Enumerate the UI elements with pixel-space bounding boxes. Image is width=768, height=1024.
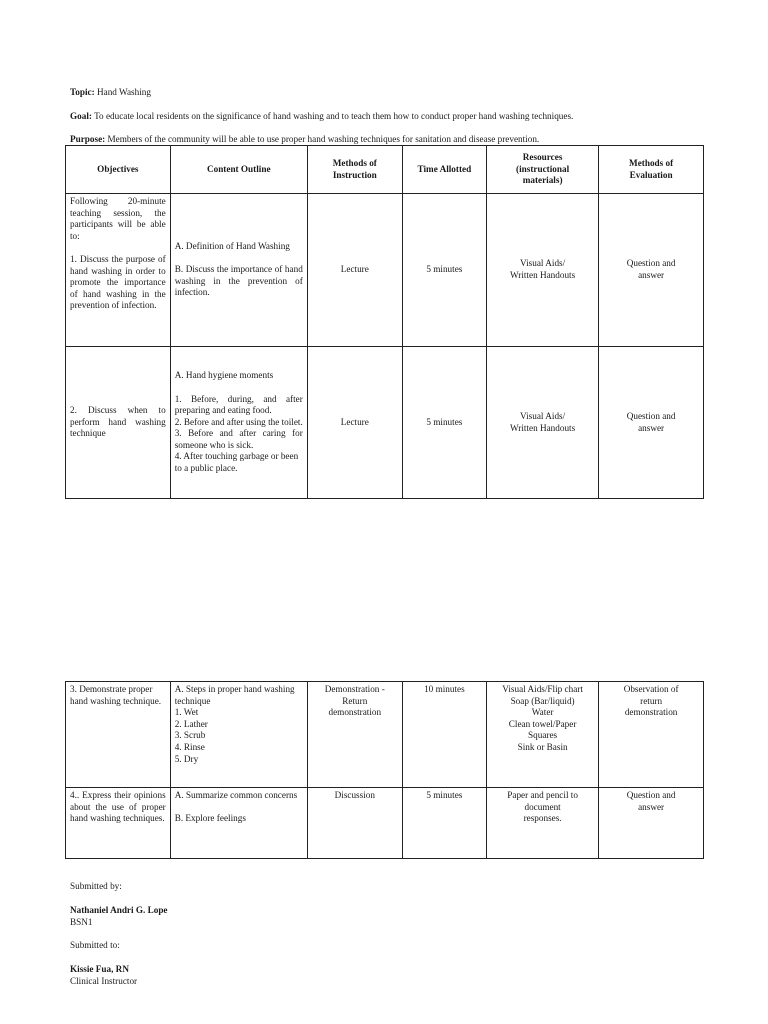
objective-cell: 4.. Express their opinions about the use of proper hand washing techniques. [66, 788, 171, 859]
table-row [66, 682, 704, 788]
method-cell: Lecture [307, 347, 402, 499]
method-cell: Demonstration - Return demonstration [307, 682, 402, 788]
column-header-resources: Resources (instructional materials) [486, 146, 598, 194]
time-cell: 5 minutes [402, 788, 486, 859]
resources-cell: Paper and pencil to document responses. [486, 788, 598, 859]
recipient-name: Kissie Fua, RN [70, 964, 129, 974]
evaluation-cell: Question and answer [599, 194, 704, 347]
table-row [66, 788, 704, 859]
topic-label: Topic: [70, 87, 95, 97]
table-row [66, 347, 704, 499]
topic-line [70, 87, 710, 99]
table-row [66, 194, 704, 347]
objective-cell: 2. Discuss when to perform hand washing technique [66, 347, 171, 499]
column-header-methods-of-instruction: Methods of Instruction [307, 146, 402, 194]
submitter-role: BSN1 [70, 917, 93, 927]
column-header-content-outline: Content Outline [170, 146, 307, 194]
column-header-objectives: Objectives [66, 146, 171, 194]
content-outline-cell: A. Summarize common concerns B. Explore feelings [170, 788, 307, 859]
topic-value: Hand Washing [94, 87, 151, 97]
method-cell: Discussion [307, 788, 402, 859]
purpose-line [70, 134, 710, 146]
goal-label: Goal: [70, 111, 92, 121]
teaching-plan-table-page1 [65, 145, 704, 499]
column-header-time-allotted: Time Allotted [402, 146, 486, 194]
submitter-name: Nathaniel Andri G. Lope [70, 905, 168, 915]
goal-line [70, 111, 710, 123]
evaluation-cell: Observation of return demonstration [599, 682, 704, 788]
objective-cell: Following 20-minute teaching session, the participants will be able to: 1. Discuss the purpose of hand washing in order to promote the importance of hand washing in the prevention of infection. [66, 194, 171, 347]
evaluation-cell: Question and answer [599, 347, 704, 499]
objective-cell: 3. Demonstrate proper hand washing technique. [66, 682, 171, 788]
method-cell: Lecture [307, 194, 402, 347]
recipient-role: Clinical Instructor [70, 976, 138, 986]
purpose-label: Purpose: [70, 134, 106, 144]
purpose-value: Members of the community will be able to use proper hand washing techniques for sanitation and disease prevention. [105, 134, 540, 144]
content-outline-cell: A. Steps in proper hand washing technique 1. Wet 2. Lather 3. Scrub 4. Rinse 5. Dry [170, 682, 307, 788]
resources-cell: Visual Aids/ Written Handouts [486, 347, 598, 499]
time-cell: 10 minutes [402, 682, 486, 788]
submitted-by-label: Submitted by: [70, 881, 122, 891]
teaching-plan-table-page2 [65, 681, 704, 859]
table-header-row [66, 146, 704, 194]
content-outline-cell: A. Definition of Hand Washing B. Discuss the importance of hand washing in the prevention of infection. [170, 194, 307, 347]
time-cell: 5 minutes [402, 347, 486, 499]
submitted-to-label: Submitted to: [70, 940, 120, 950]
resources-cell: Visual Aids/Flip chart Soap (Bar/liquid) Water Clean towel/Paper Squares Sink or Basin [486, 682, 598, 788]
evaluation-cell: Question and answer [599, 788, 704, 859]
time-cell: 5 minutes [402, 194, 486, 347]
column-header-methods-of-evaluation: Methods of Evaluation [599, 146, 704, 194]
content-outline-cell: A. Hand hygiene moments 1. Before, during, and after preparing and eating food. 2. Before and after using the toilet. 3. Before and after caring for someone who is sick. 4. After touching garbage or been to a public place. [170, 347, 307, 499]
resources-cell: Visual Aids/ Written Handouts [486, 194, 598, 347]
goal-value: To educate local residents on the significance of hand washing and to teach them how to conduct proper hand washing techniques. [91, 111, 574, 121]
